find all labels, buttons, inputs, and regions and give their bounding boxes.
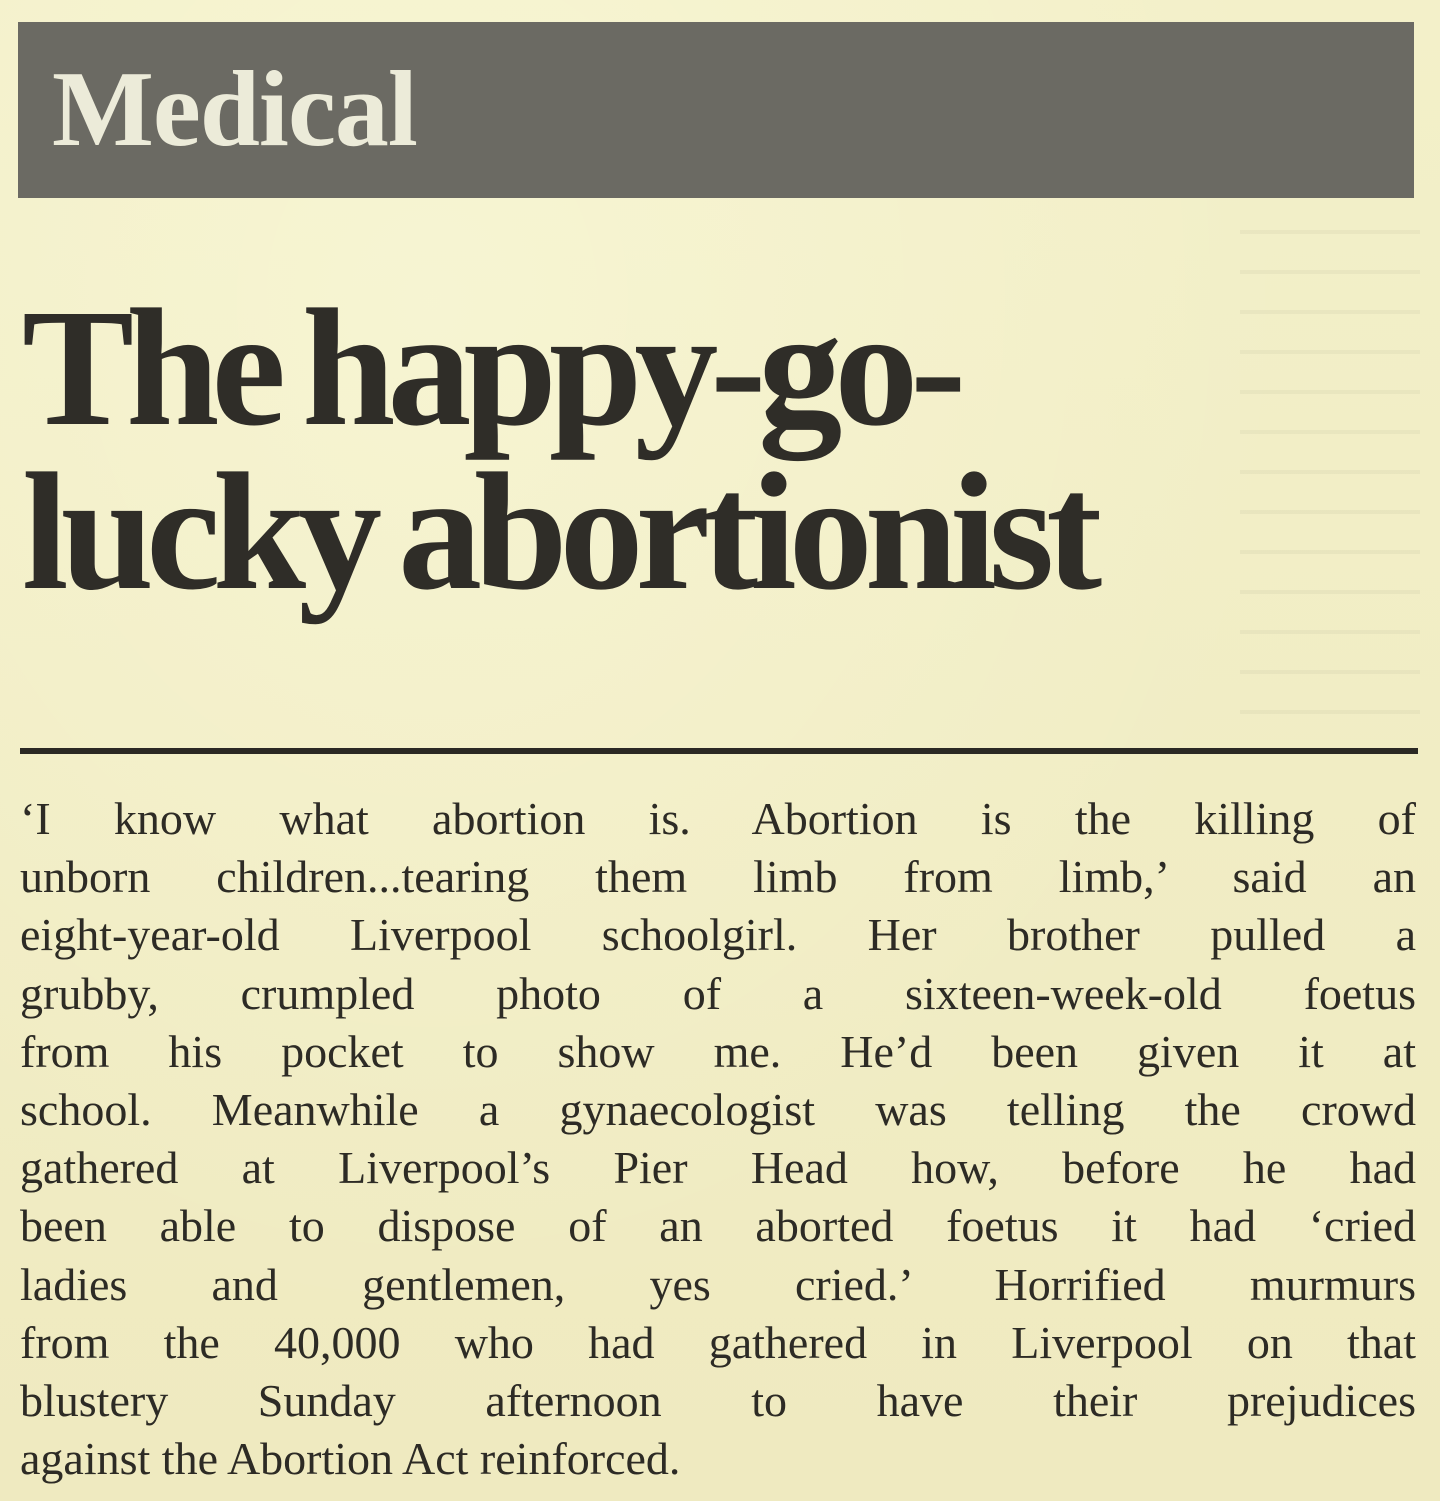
- article-line: grubby, crumpled photo of a sixteen-week-old foetus: [20, 967, 1416, 1019]
- article-headline: [22, 275, 1322, 625]
- article-line: school. Meanwhile a gynaecologist was telling the crowd: [20, 1084, 1416, 1136]
- article-line: ladies and gentlemen, yes cried.’ Horrified murmurs: [20, 1258, 1416, 1310]
- headline-rule: [20, 748, 1418, 754]
- article-line: ‘I know what abortion is. Abortion is the killing of: [20, 793, 1416, 844]
- article-line: gathered at Liverpool’s Pier Head how, before he had: [20, 1142, 1416, 1194]
- article-line: blustery Sunday afternoon to have their prejudices: [20, 1375, 1416, 1427]
- article-line: eight-year-old Liverpool schoolgirl. Her brother pulled a: [20, 909, 1416, 961]
- headline-line-2: lucky abortionist: [22, 439, 1095, 625]
- article-line: been able to dispose of an aborted foetus it had ‘cried: [20, 1200, 1416, 1252]
- article-line: from his pocket to show me. He’d been given it at: [20, 1025, 1416, 1077]
- headline-line-1: The happy-go-: [22, 275, 959, 461]
- section-label: Medical: [52, 50, 417, 169]
- article-line: against the Abortion Act reinforced.: [20, 1433, 681, 1485]
- article-body: [20, 790, 1416, 1488]
- article-line: unborn children...tearing them limb from limb,’ said an: [20, 851, 1416, 903]
- article-line: from the 40,000 who had gathered in Liverpool on that: [20, 1316, 1416, 1368]
